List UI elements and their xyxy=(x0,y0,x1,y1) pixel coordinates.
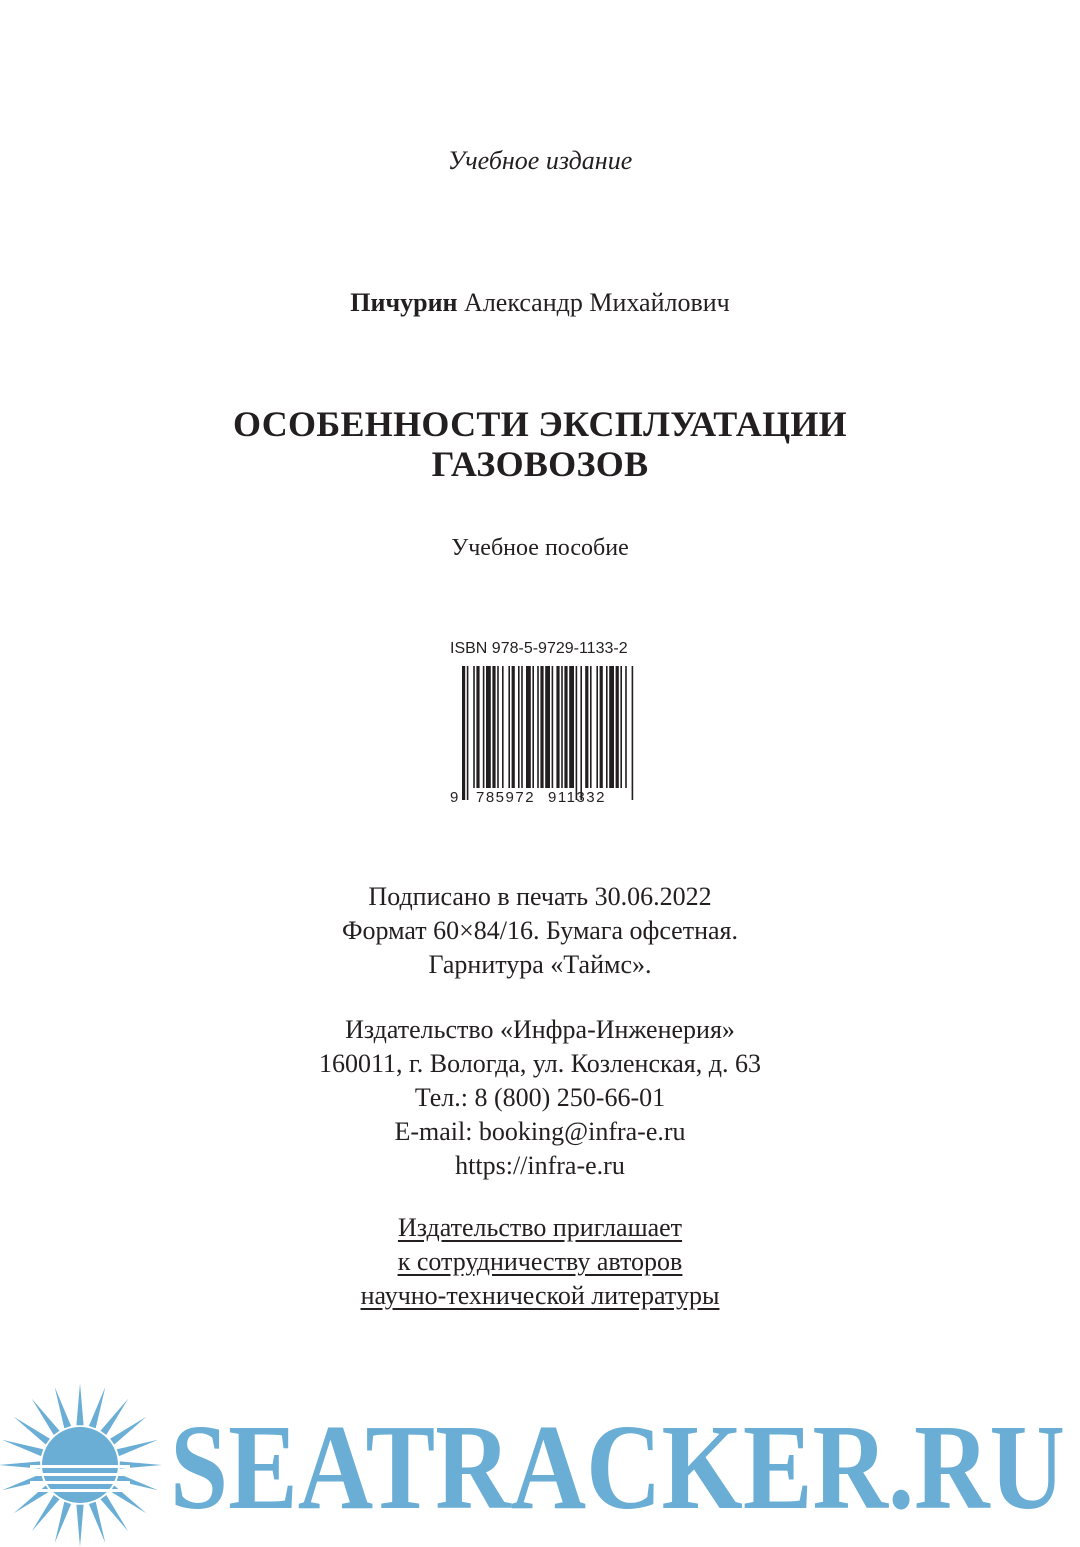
barcode-bar xyxy=(540,666,543,788)
barcode-bar xyxy=(632,666,634,800)
sun-ray xyxy=(14,1417,50,1445)
publisher-website: https://infra-e.ru xyxy=(455,1151,625,1180)
sun-ray xyxy=(117,1440,158,1456)
sun-ray xyxy=(55,1502,71,1543)
invitation-line: к сотрудничеству авторов xyxy=(397,1247,683,1276)
watermark-text: SEATRACKER.RU xyxy=(170,1400,1065,1535)
imprint-info xyxy=(0,880,1080,982)
publisher-name: Издательство «Инфра-Инженерия» xyxy=(345,1015,735,1044)
author-name xyxy=(0,288,1080,318)
sun-ray xyxy=(89,1502,105,1543)
barcode-bar xyxy=(521,666,523,788)
sun-ray xyxy=(89,1387,105,1428)
barcode-digits-right: 911332 xyxy=(548,789,606,804)
barcode-bar xyxy=(564,666,567,788)
title-line: ОСОБЕННОСТИ ЭКСПЛУАТАЦИИ xyxy=(233,404,847,444)
publisher-email: E-mail: booking@infra-e.ru xyxy=(394,1117,686,1146)
barcode-digits-left: 785972 xyxy=(476,789,536,804)
barcode-bar xyxy=(518,666,520,788)
barcode-bar xyxy=(561,666,563,788)
edition-type: Учебное издание xyxy=(447,146,633,175)
barcode-bar xyxy=(512,666,515,788)
sun-ray xyxy=(32,1399,60,1435)
barcode-bar xyxy=(537,666,539,788)
barcode-bar xyxy=(462,666,465,800)
author-surname: Пичурин xyxy=(350,288,458,317)
seatracker-watermark xyxy=(0,1380,1080,1547)
barcode-bars xyxy=(462,666,633,800)
barcode-bar xyxy=(596,666,598,788)
barcode-bar xyxy=(609,666,614,788)
barcode-bar xyxy=(576,666,578,800)
title-line: ГАЗОВОЗОВ xyxy=(431,444,649,484)
book-title xyxy=(0,404,1080,484)
barcode-bar xyxy=(497,666,499,788)
invitation-line: Издательство приглашает xyxy=(397,1213,683,1242)
barcode-bar xyxy=(492,666,495,788)
imprint-line: Гарнитура «Таймс». xyxy=(428,950,652,979)
sun-ray xyxy=(76,1383,83,1425)
author-invitation xyxy=(0,1211,1080,1313)
barcode-bar xyxy=(532,666,534,788)
sun-ray xyxy=(2,1440,43,1456)
sun-ray xyxy=(101,1495,129,1531)
barcode-bar xyxy=(625,666,627,788)
isbn-barcode xyxy=(448,662,638,804)
sun-ray xyxy=(110,1417,146,1445)
barcode-bar xyxy=(467,666,469,800)
barcode-bar xyxy=(502,666,504,788)
sun-logo-icon xyxy=(0,1383,162,1547)
barcode-bar xyxy=(486,666,491,788)
barcode-bar xyxy=(473,666,475,788)
barcode-bar xyxy=(556,666,559,788)
publisher-info xyxy=(0,1013,1080,1183)
sun-ray xyxy=(32,1495,60,1531)
isbn-label: ISBN 978-5-9729-1133-2 xyxy=(450,640,628,657)
barcode-bar xyxy=(508,666,510,788)
barcode-bar xyxy=(600,666,603,788)
barcode-digit-lead: 9 xyxy=(450,789,459,804)
sun-ray xyxy=(101,1399,129,1435)
barcode-bar xyxy=(585,666,588,788)
barcode-bar xyxy=(552,666,554,788)
publisher-phone: Тел.: 8 (800) 250-66-01 xyxy=(414,1083,666,1112)
author-given-names: Александр Михайлович xyxy=(464,288,730,317)
imprint-line: Подписано в печать 30.06.2022 xyxy=(368,882,712,911)
barcode-bar xyxy=(620,666,622,788)
barcode-bar xyxy=(483,666,485,788)
sun-ray xyxy=(76,1505,83,1547)
book-subtitle: Учебное пособие xyxy=(451,535,629,561)
sun-ray xyxy=(55,1387,71,1428)
barcode-bar xyxy=(476,666,479,788)
barcode-bar xyxy=(580,666,582,800)
barcode-bar xyxy=(569,666,574,788)
invitation-line: научно-технической литературы xyxy=(360,1281,720,1310)
imprint-line: Формат 60×84/16. Бумага офсетная. xyxy=(341,916,739,945)
barcode-bar xyxy=(590,666,592,788)
barcode-bar xyxy=(616,666,619,788)
publisher-address: 160011, г. Вологда, ул. Козленская, д. 63 xyxy=(319,1049,761,1078)
barcode-bar xyxy=(545,666,550,788)
barcode-bar xyxy=(606,666,608,788)
barcode-bar xyxy=(526,666,531,788)
